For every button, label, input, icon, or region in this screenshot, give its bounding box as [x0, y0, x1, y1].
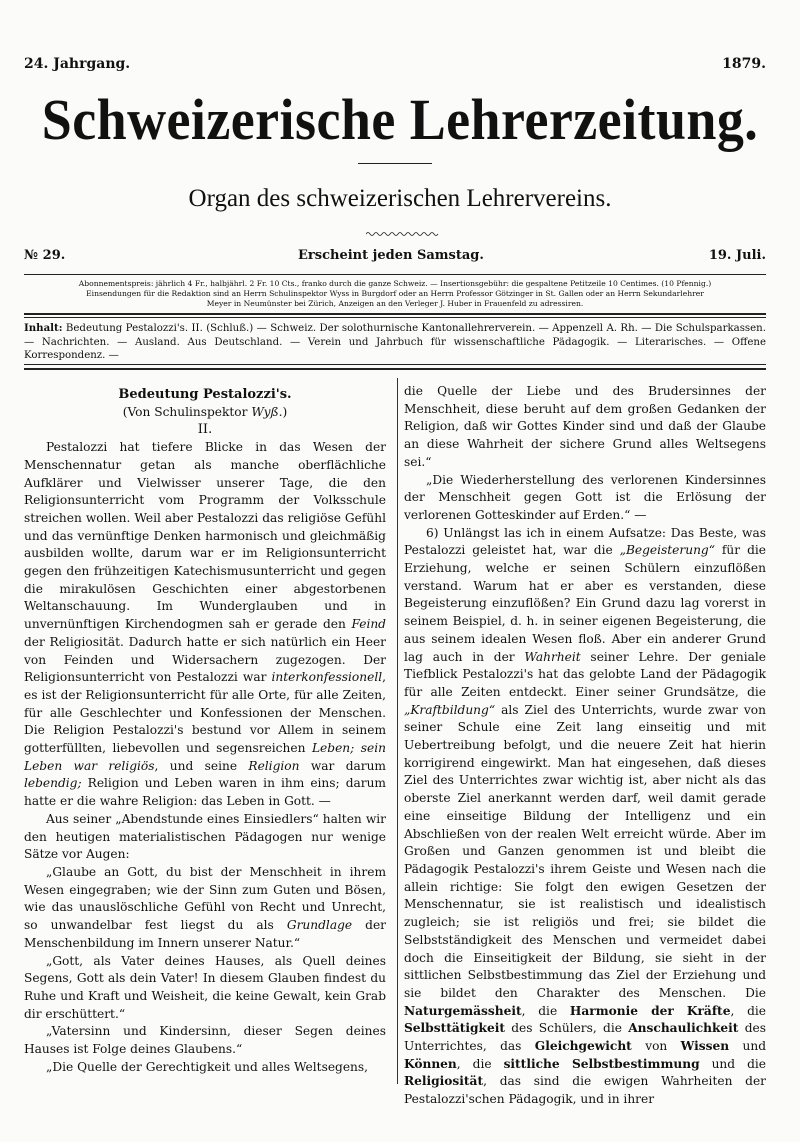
column-divider: [397, 378, 398, 1084]
divider-rule: [24, 313, 766, 315]
paragraph: „Gott, als Vater deines Hauses, als Quell deines Segens, Gott als dein Vater! In diesem Glauben findest du Ruhe und Kraft und Weisheit, die keine Gewalt, kein Grab dir erschüttert.“: [24, 953, 386, 1021]
paragraph: „Vatersinn und Kindersinn, dieser Segen deines Hauses ist Folge deines Glaubens.“: [24, 1024, 386, 1057]
paragraph: 6) Unlängst las ich in einem Aufsatze: Das Beste, was Pestalozzi geleistet hat, war die „Begeisterung“ für die Erziehung, welche er seinen Schülern einzuflößen verstand. Warum hat er aber es verstanden, diese Begeisterung einzuflößen? Ein Grund dazu lag vorerst in seinem Beispiel, d. h. in seiner eigenen Begeisterung, die aus seinem idealen Wesen floß. Aber ein anderer Grund lag auch in der Wahrheit seiner Lehre. Der geniale Tiefblick Pestalozzi's hat das gelobte Land der Pädagogik für alle Zeiten entdeckt. Einer seiner Grundsätze, die „Kraftbildung“ als Ziel des Unterrichts, wurde zwar von seiner Schule eine Zeit lang einseitig und mit Uebertreibung befolgt, und die neuere Zeit hat hierin korrigirend eingewirkt. Man hat eingesehen, daß dieses Ziel des Unterrichtes zwar wichtig ist, aber nicht als das oberste Ziel anerkannt werden darf, weil damit gerade eine einseitige Bildung der Intelligenz und ein Abschließen von der realen Welt erreicht würde. Aber im Großen und Ganzen genommen ist und bleibt die Pädagogik Pestalozzi's ihrem Geiste und Wesen nach die allein richtige: Sie folgt den ewigen Gesetzen der Menschennatur, sie ist realistisch und idealistisch zugleich; sie ist religiös und frei; sie bildet die Selbstständigkeit des Menschen und vermeidet dabei doch die Einseitigkeit der Bildung, sie sieht in der sittlichen Selbstbestimmung das Ziel der Erziehung und sie bildet den Charakter des Menschen. Die Naturgemässheit, die Harmonie der Kräfte, die Selbsttätigkeit des Schülers, die Anschaulichkeit des Unterrichtes, das Gleichgewicht von Wissen und Können, die sittliche Selbstbestimmung und die Religiosität, das sind die ewigen Wahrheiten der Pestalozzi'schen Pädagogik, und in ihrer: [404, 525, 767, 1107]
newspaper-subtitle: Organ des schweizerischen Lehrervereins.: [188, 185, 612, 212]
paragraph: die Quelle der Liebe und des Brudersinnes der Menschheit, diese beruht auf dem großen Gedanken der Religion, daß wir Gottes Kinder sind und daß der Glaube an diese Wahrheit der sichere Grund alles Weltsegens sei.“: [404, 384, 766, 469]
left-column: [24, 386, 386, 1076]
paragraph: „Die Wiederherstellung des verlorenen Kindersinnes der Menschheit gegen Gott ist die Erlösung der verlorenen Gotteskinder auf Erden.“ —: [404, 472, 766, 522]
wavy-ornament: [366, 231, 440, 237]
divider-rule: [24, 317, 766, 318]
newspaper-title: Schweizerische Lehrerzeitung.: [41, 87, 759, 152]
year-label: 1879.: [722, 56, 766, 72]
divider-rule: [24, 368, 766, 370]
paragraph: „Glaube an Gott, du bist der Menschheit in ihrem Wesen eingegraben; wie der Sinn zum Guten und Bösen, wie das unauslöschliche Gefühl von Recht und Unrecht, so unwandelbar fest liegst du als Grundlage der Menschenbildung im Innern unserer Natur.“: [24, 864, 386, 950]
article-part: II.: [197, 422, 213, 438]
volume-label: 24. Jahrgang.: [24, 56, 131, 72]
paragraph: „Die Quelle der Gerechtigkeit und alles Weltsegens,: [46, 1059, 369, 1074]
subscription-line: Abonnementspreis: jährlich 4 Fr., halbjährl. 2 Fr. 10 Cts., franko durch die ganze Schweiz. — Insertionsgebühr: die gespaltene Petitzeile 10 Centimes. (10 Pfennig.): [78, 279, 712, 288]
subscription-line: Meyer in Neumünster bei Zürich, Anzeigen an den Verleger J. Huber in Frauenfeld zu adressiren.: [206, 299, 584, 308]
contents-text: Bedeutung Pestalozzi's. II. (Schluß.) — Schweiz. Der solothurnische Kantonallehrerverein. — Appenzell A. Rh. — Die Schulsparkassen. — Nachrichten. — Ausland. Aus Deutschland. — Verein und Jahrbuch für wissenschaftliche Pädagogik. — Literarisches. — Offene Korrespondenz. —: [24, 323, 766, 361]
right-column: [404, 383, 766, 1109]
issue-number: № 29.: [24, 248, 66, 263]
paragraph: Pestalozzi hat tiefere Blicke in das Wesen der Menschennatur getan als manche oberflächliche Aufklärer und Vielwisser unserer Tage, die den Religionsunterricht vom Programm der Volksschule streichen wollen. Weil aber Pestalozzi das religiöse Gefühl und das vernünftige Denken harmonisch und gleichmäßig ausbilden wollte, darum war er im Religionsunterricht gegen den frühzeitigen Katechismusunterricht und gegen die mirakulösen Geschichten einer abgestorbenen Weltanschauung. Im Wunderglauben und in unvernünftigen Kirchendogmen sah er gerade den Feind der Religiosität. Dadurch hatte er sich natürlich ein Heer von Feinden und Widersachern zugezogen. Der Religionsunterricht von Pestalozzi war interkonfessionell, es ist der Religionsunterricht für alle Orte, für alle Zeiten, für alle Geschlechter und Konfessionen der Menschen. Die Religion Pestalozzi's bestund vor Allem in seinem gotterfüllten, liebevollen und segensreichen Leben; sein Leben war religiös, und seine Religion war darum lebendig; Religion und Leben waren in ihm eins; darum hatte er die wahre Religion: das Leben in Gott. —: [24, 440, 386, 809]
table-of-contents: [24, 322, 766, 363]
article-title: Bedeutung Pestalozzi's.: [118, 387, 292, 402]
title-divider: [358, 163, 432, 164]
paragraph: Aus seiner „Abendstunde eines Einsiedlers“ halten wir den heutigen materialistischen Pädagogen nur wenige Sätze vor Augen:: [24, 811, 386, 862]
frequency-note: Erscheint jeden Samstag.: [298, 248, 484, 263]
subscription-info: [24, 279, 766, 309]
issue-date: 19. Juli.: [708, 248, 766, 263]
article-author: (Von Schulinspektor Wyß.): [122, 404, 288, 419]
contents-label: Inhalt:: [24, 322, 63, 334]
divider-rule: [24, 364, 766, 365]
divider-rule: [24, 274, 766, 275]
subscription-line: Einsendungen für die Redaktion sind an Herrn Schulinspektor Wyss in Burgdorf oder an Herrn Professor Götzinger in St. Gallen oder an Herrn Sekundarlehrer: [86, 289, 704, 298]
